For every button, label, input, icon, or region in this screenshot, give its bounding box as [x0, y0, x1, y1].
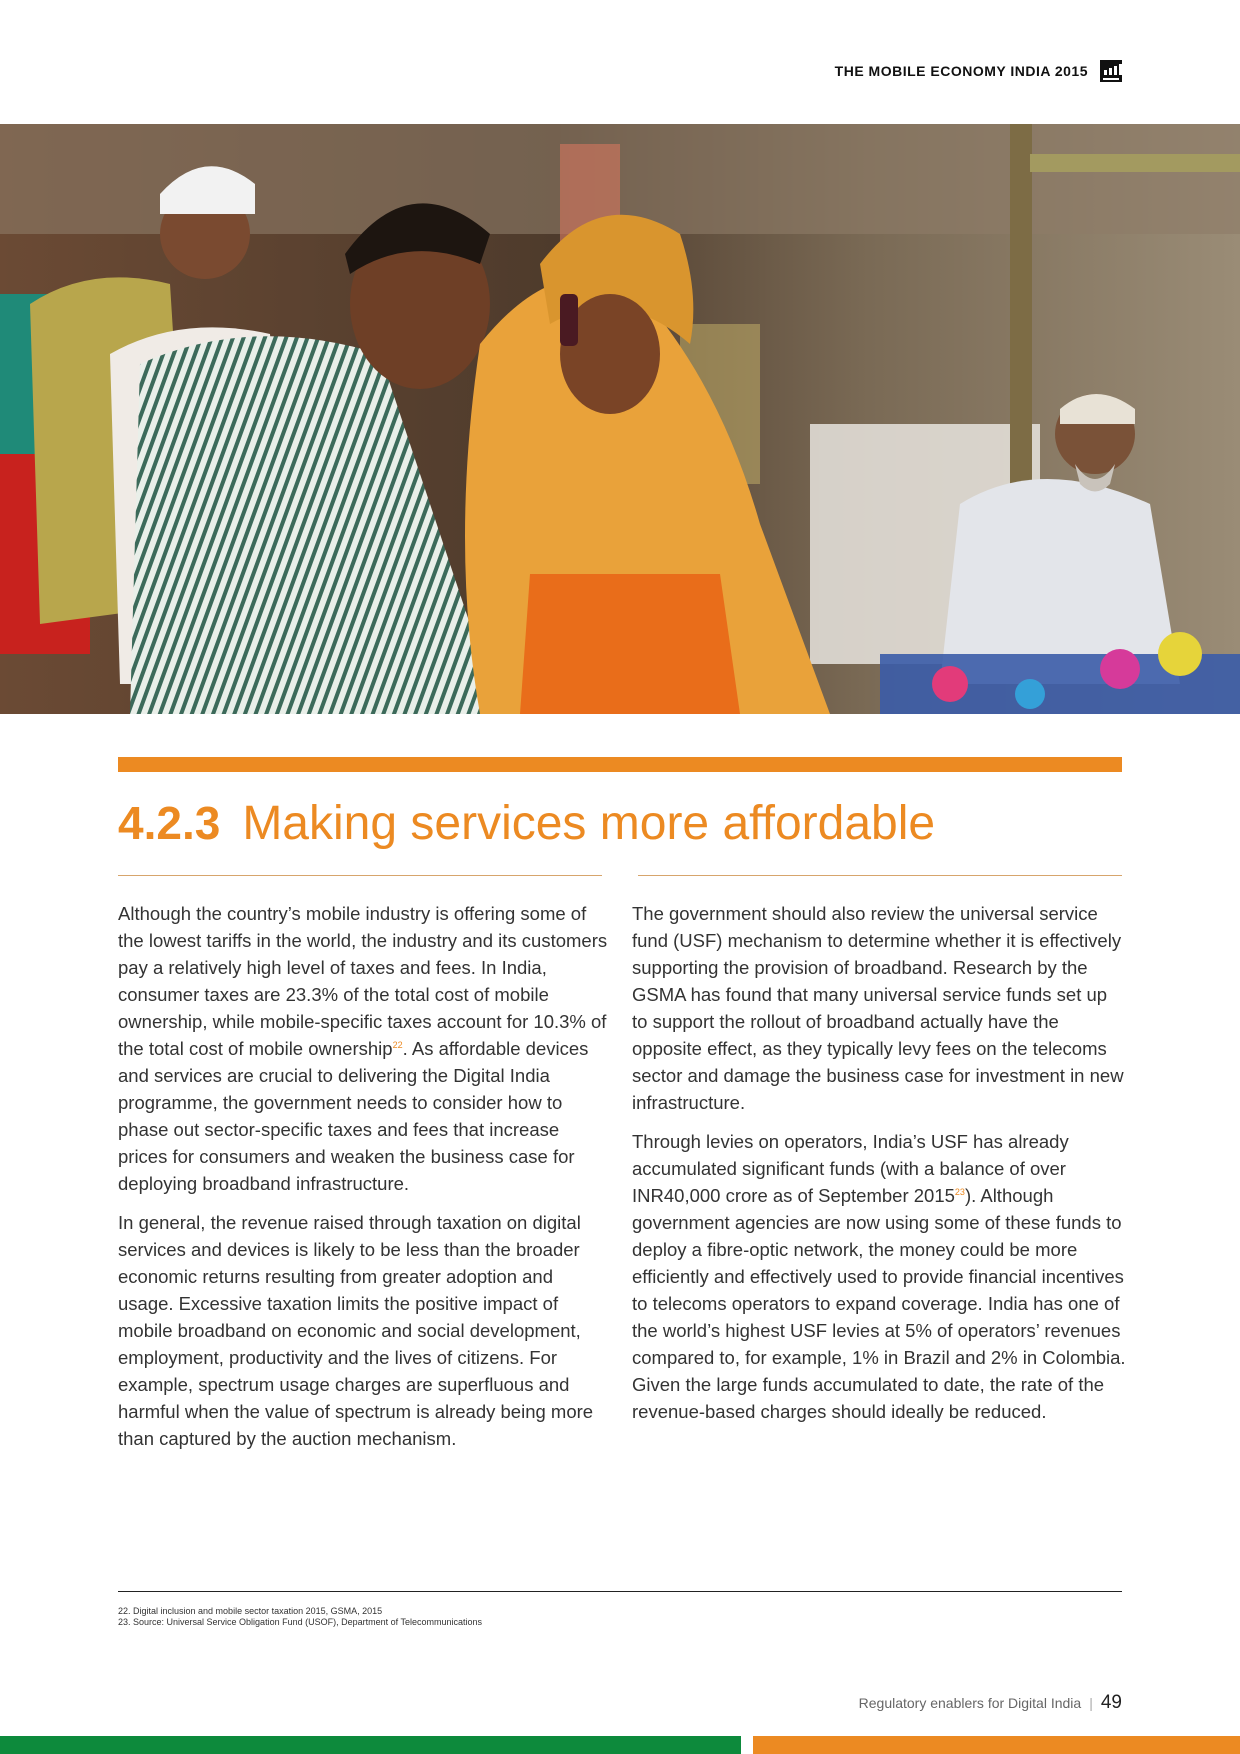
footnote: 23. Source: Universal Service Obligation Fund (USOF), Department of Telecommunications — [118, 1617, 482, 1627]
bottom-green-band — [0, 1736, 741, 1754]
section-title: Making services more affordable — [242, 797, 936, 850]
paragraph: In general, the revenue raised through taxation on digital services and devices is likely to be less than the broader economic returns resulting from greater adoption and usage. Excessive taxation limits the positive impact of mobile broadband on economic and social development, employment, productivity and the lives of citizens. For example, spectrum usage charges are superfluous and harmful when the value of spectrum is already being more than captured by the auction mechanism. — [118, 1212, 594, 1449]
footnote-divider — [118, 1591, 1122, 1592]
page-number: 49 — [1100, 1692, 1122, 1713]
footer-separator: | — [1089, 1695, 1093, 1711]
left-column — [118, 900, 612, 1464]
paragraph: The government should also review the universal service fund (USF) mechanism to determine whether it is effectively supporting the provision of broadband. Research by the GSMA has found that many universal service funds set up to support the rollout of broadband actually have the opposite effect, as they typically levy fees on the telecoms sector and damage the business case for investment in new infrastructure. — [632, 903, 1124, 1113]
footnote-ref: 23 — [954, 1186, 965, 1197]
paragraph-text: ). Although government agencies are now using some of these funds to deploy a fibre-optic network, the money could be more efficiently and effectively used to provide financial incentives to telecoms operators to expand coverage. India has one of the world’s highest USF levies at 5% of operators’ revenues compared to, for example, 1% in Brazil and 2% in Colombia. Given the large funds accumulated to date, the rate of the revenue-based charges should ideally be reduced. — [632, 1185, 1126, 1422]
footnotes — [118, 1606, 482, 1628]
paragraph-text: Through levies on operators, India’s USF has already accumulated significant funds (with a balance of over INR40,000 crore as of September 2015 — [632, 1131, 1069, 1206]
section-number: 4.2.3 — [118, 797, 221, 849]
paragraph-text: . As affordable devices and services are crucial to delivering the Digital India programme, the government needs to consider how to phase out sector-specific taxes and fees that increase prices for consumers and weaken the business case for deploying broadband infrastructure. — [118, 1038, 589, 1194]
publication-title: THE MOBILE ECONOMY INDIA 2015 — [834, 63, 1088, 79]
footer-section-name: Regulatory enablers for Digital India — [858, 1695, 1082, 1711]
market-photo — [0, 124, 1240, 714]
paragraph-text: Although the country’s mobile industry is offering some of the lowest tariffs in the world, the industry and its customers pay a relatively high level of taxes and fees. In India, consumer taxes are 23.3% of the total cost of mobile ownership, while mobile-specific taxes account for 10.3% of the total cost of mobile ownership — [118, 903, 608, 1059]
page-footer — [859, 1692, 1122, 1714]
page-header — [835, 60, 1122, 82]
heading-rule-left — [118, 875, 602, 876]
gsma-logo — [1100, 60, 1122, 82]
section-accent-bar — [118, 757, 1122, 772]
footnote-ref: 22 — [392, 1039, 403, 1050]
bottom-orange-band — [753, 1736, 1240, 1754]
footnote: 22. Digital inclusion and mobile sector taxation 2015, GSMA, 2015 — [118, 1606, 383, 1616]
paragraph — [118, 900, 612, 1197]
section-heading — [118, 796, 935, 851]
right-column — [632, 900, 1126, 1437]
paragraph — [632, 1128, 1126, 1425]
heading-rule-right — [638, 875, 1122, 876]
